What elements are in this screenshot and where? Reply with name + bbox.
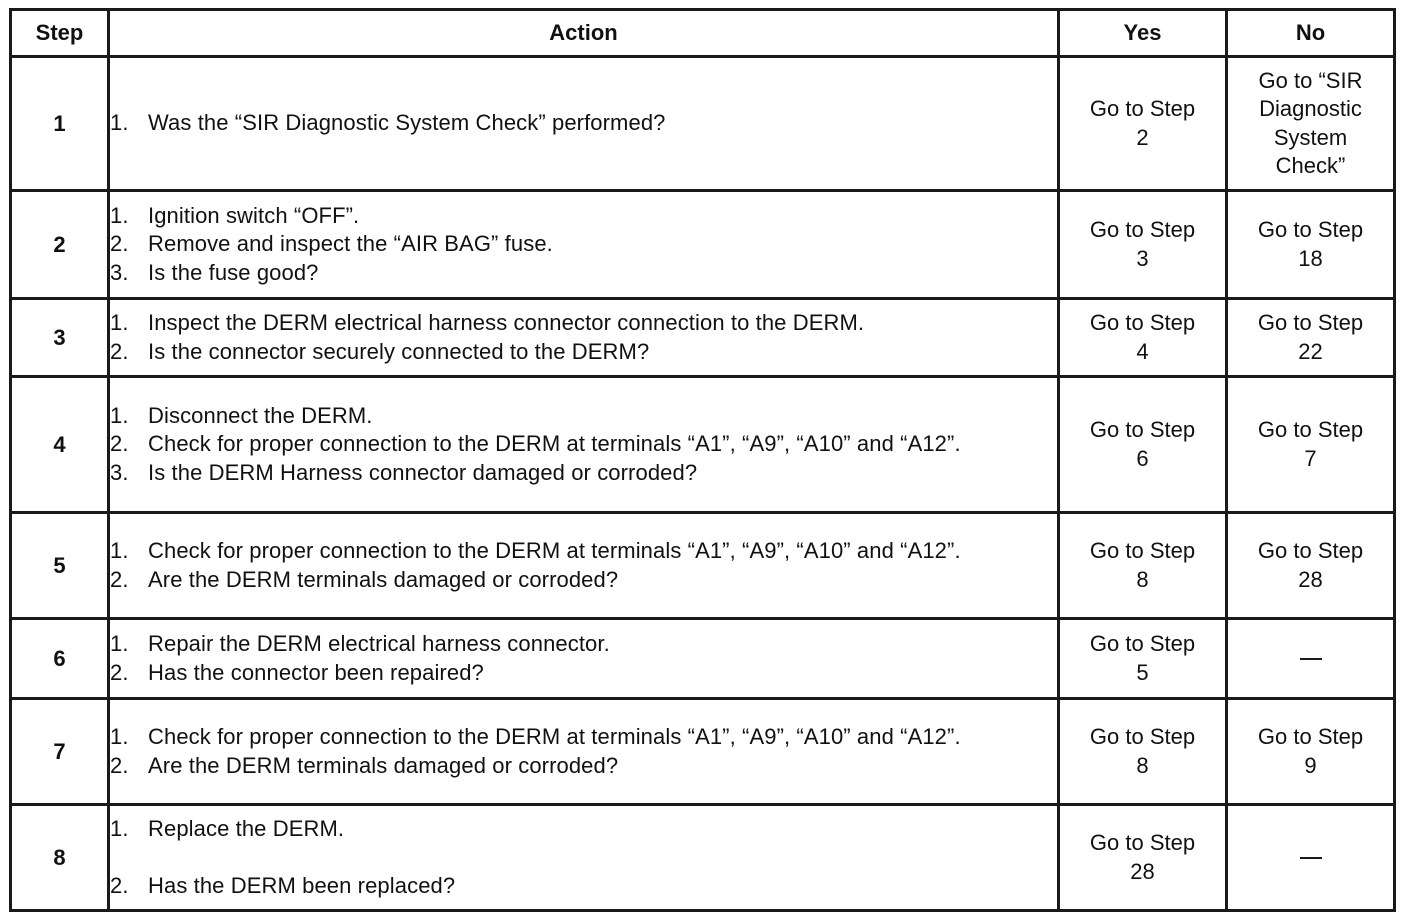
action-list	[110, 109, 1057, 138]
action-list	[110, 723, 1057, 780]
action-list	[110, 630, 1057, 687]
no-result: Go to Step 18	[1227, 191, 1395, 299]
table-row	[11, 699, 1395, 805]
step-number: 4	[11, 377, 109, 513]
action-item: 1. Disconnect the DERM.	[110, 402, 373, 428]
yes-result: Go to Step 28	[1059, 805, 1227, 911]
action-cell	[109, 299, 1059, 377]
diagnostic-table	[9, 8, 1396, 912]
step-number: 7	[11, 699, 109, 805]
action-item: 1. Was the “SIR Diagnostic System Check” performed?	[110, 110, 666, 136]
action-cell	[109, 377, 1059, 513]
action-list	[110, 815, 1057, 900]
action-item: 2. Are the DERM terminals damaged or corroded?	[110, 752, 619, 778]
no-result: Go to Step 9	[1227, 699, 1395, 805]
diagnostic-table-frame	[9, 8, 1393, 910]
action-item: 2. Has the connector been repaired?	[110, 659, 484, 685]
action-list	[110, 537, 1057, 594]
no-result: Go to Step 28	[1227, 513, 1395, 619]
yes-result: Go to Step 6	[1059, 377, 1227, 513]
action-item: 1. Check for proper connection to the DERM at terminals “A1”, “A9”, “A10” and “A12”.	[110, 538, 961, 563]
action-list	[110, 309, 1057, 366]
no-result	[1227, 619, 1395, 699]
action-cell	[109, 805, 1059, 911]
step-number: 6	[11, 619, 109, 699]
table-row	[11, 805, 1395, 911]
header-action: Action	[109, 10, 1059, 57]
action-list	[110, 402, 1057, 488]
action-cell	[109, 191, 1059, 299]
yes-result: Go to Step 3	[1059, 191, 1227, 299]
action-cell	[109, 699, 1059, 805]
action-list	[110, 202, 1057, 288]
action-item: 3. Is the DERM Harness connector damaged or corroded?	[110, 459, 698, 485]
step-number: 3	[11, 299, 109, 377]
action-item: 1. Inspect the DERM electrical harness connector connection to the DERM.	[110, 310, 865, 335]
action-item: 2. Is the connector securely connected to the DERM?	[110, 338, 650, 364]
header-yes: Yes	[1059, 10, 1227, 57]
action-item: 2. Has the DERM been replaced?	[110, 872, 456, 898]
action-cell	[109, 619, 1059, 699]
table-row	[11, 299, 1395, 377]
table-row	[11, 513, 1395, 619]
header-no: No	[1227, 10, 1395, 57]
em-dash	[1300, 857, 1322, 859]
em-dash	[1300, 658, 1322, 660]
action-item: 1. Replace the DERM.	[110, 816, 345, 841]
yes-result: Go to Step 4	[1059, 299, 1227, 377]
step-number: 8	[11, 805, 109, 911]
action-item: 1. Check for proper connection to the DERM at terminals “A1”, “A9”, “A10” and “A12”.	[110, 724, 961, 749]
no-result: Go to Step 22	[1227, 299, 1395, 377]
action-item: 2. Check for proper connection to the DERM at terminals “A1”, “A9”, “A10” and “A12”.	[110, 431, 961, 457]
step-number: 2	[11, 191, 109, 299]
action-item: 2. Remove and inspect the “AIR BAG” fuse.	[110, 231, 553, 257]
no-result	[1227, 805, 1395, 911]
step-number: 1	[11, 57, 109, 191]
table-row	[11, 57, 1395, 191]
yes-result: Go to Step 5	[1059, 619, 1227, 699]
no-result: Go to Step 7	[1227, 377, 1395, 513]
table-header-row	[11, 10, 1395, 57]
action-cell	[109, 57, 1059, 191]
table-row	[11, 377, 1395, 513]
table-row	[11, 191, 1395, 299]
yes-result: Go to Step 8	[1059, 699, 1227, 805]
action-item: 1. Repair the DERM electrical harness connector.	[110, 631, 610, 656]
action-item: 3. Is the fuse good?	[110, 259, 319, 285]
header-step: Step	[11, 10, 109, 57]
table-row	[11, 619, 1395, 699]
yes-result: Go to Step 8	[1059, 513, 1227, 619]
no-result: Go to “SIR Diagnostic System Check”	[1227, 57, 1395, 191]
step-number: 5	[11, 513, 109, 619]
action-cell	[109, 513, 1059, 619]
action-item: 1. Ignition switch “OFF”.	[110, 202, 360, 228]
yes-result: Go to Step 2	[1059, 57, 1227, 191]
action-item: 2. Are the DERM terminals damaged or corroded?	[110, 566, 619, 592]
